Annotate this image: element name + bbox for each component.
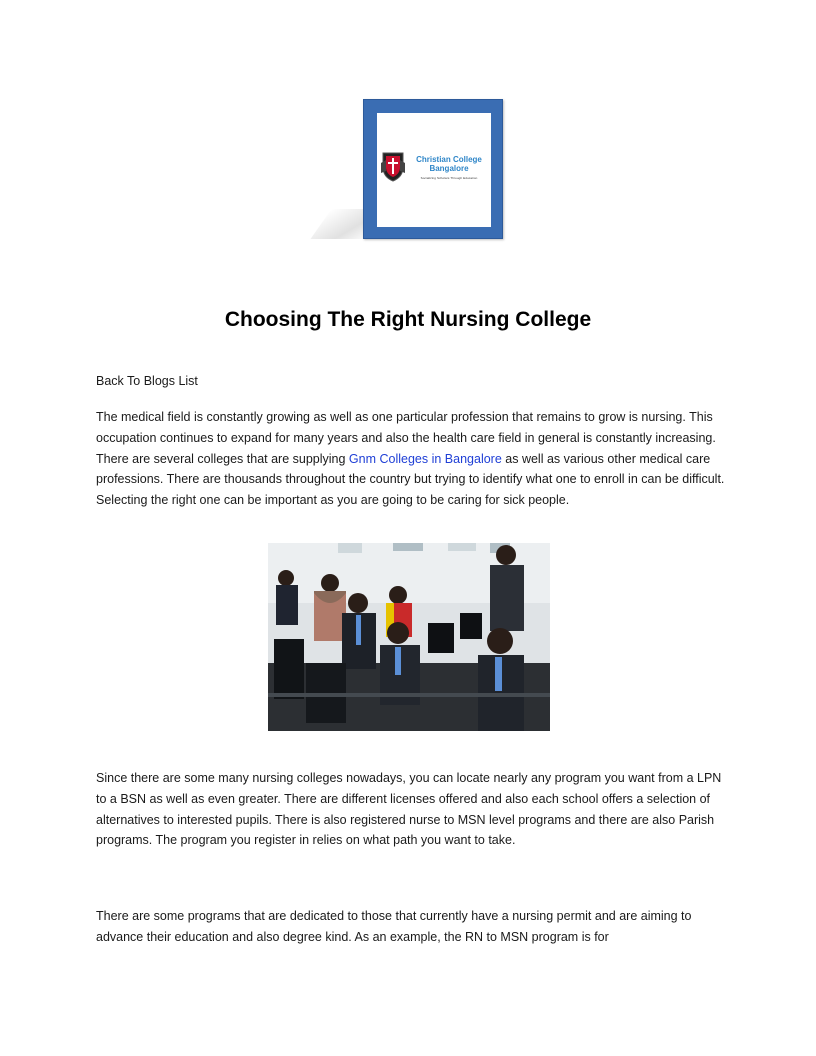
classroom-illustration (268, 543, 550, 731)
intro-paragraph (96, 407, 726, 511)
college-logo (363, 99, 503, 239)
logo-name-line2: Bangalore (429, 164, 469, 173)
college-crest-icon (381, 151, 405, 183)
logo-college-name (407, 155, 491, 173)
logo-inner (377, 113, 491, 227)
intro-text-end: as well as various other medical care professions. There are thousands throughout the country but trying to identify what one to enroll in can be difficult. Selecting the right one can be important as you are going to be caring for sick people. (96, 451, 725, 508)
students-computer-lab-photo (268, 543, 550, 731)
logo-tagline: Socializing Scholars Through Education (420, 176, 478, 180)
back-to-blogs-link[interactable]: Back To Blogs List (96, 374, 198, 388)
gnm-colleges-link[interactable]: Gnm Colleges in Bangalore (348, 451, 502, 466)
intro-text-start: The medical field is constantly growing as well as one particular profession that remains to grow is nursing. This occupation continues to expand for many years and also the health care field in general is constantly increasing. There are several colleges that are supplying (96, 410, 716, 466)
logo-frame (363, 99, 503, 239)
logo-name-line1: Christian College (416, 155, 482, 164)
programs-paragraph: Since there are some many nursing colleges nowadays, you can locate nearly any program you want from a LPN to a BSN as well as even greater. There are different licenses offered and also each school offers a selection of alternatives to interested pupils. There is also registered nurse to MSN level programs and there are also Parish programs. The program you register in relies on what path you want to take. (96, 771, 722, 848)
page-title: Choosing The Right Nursing College (224, 308, 592, 331)
advanced-programs-paragraph: There are some programs that are dedicated to those that currently have a nursing permit and are aiming to advance their education and also degree kind. As an example, the RN to MSN program is for (96, 909, 692, 944)
